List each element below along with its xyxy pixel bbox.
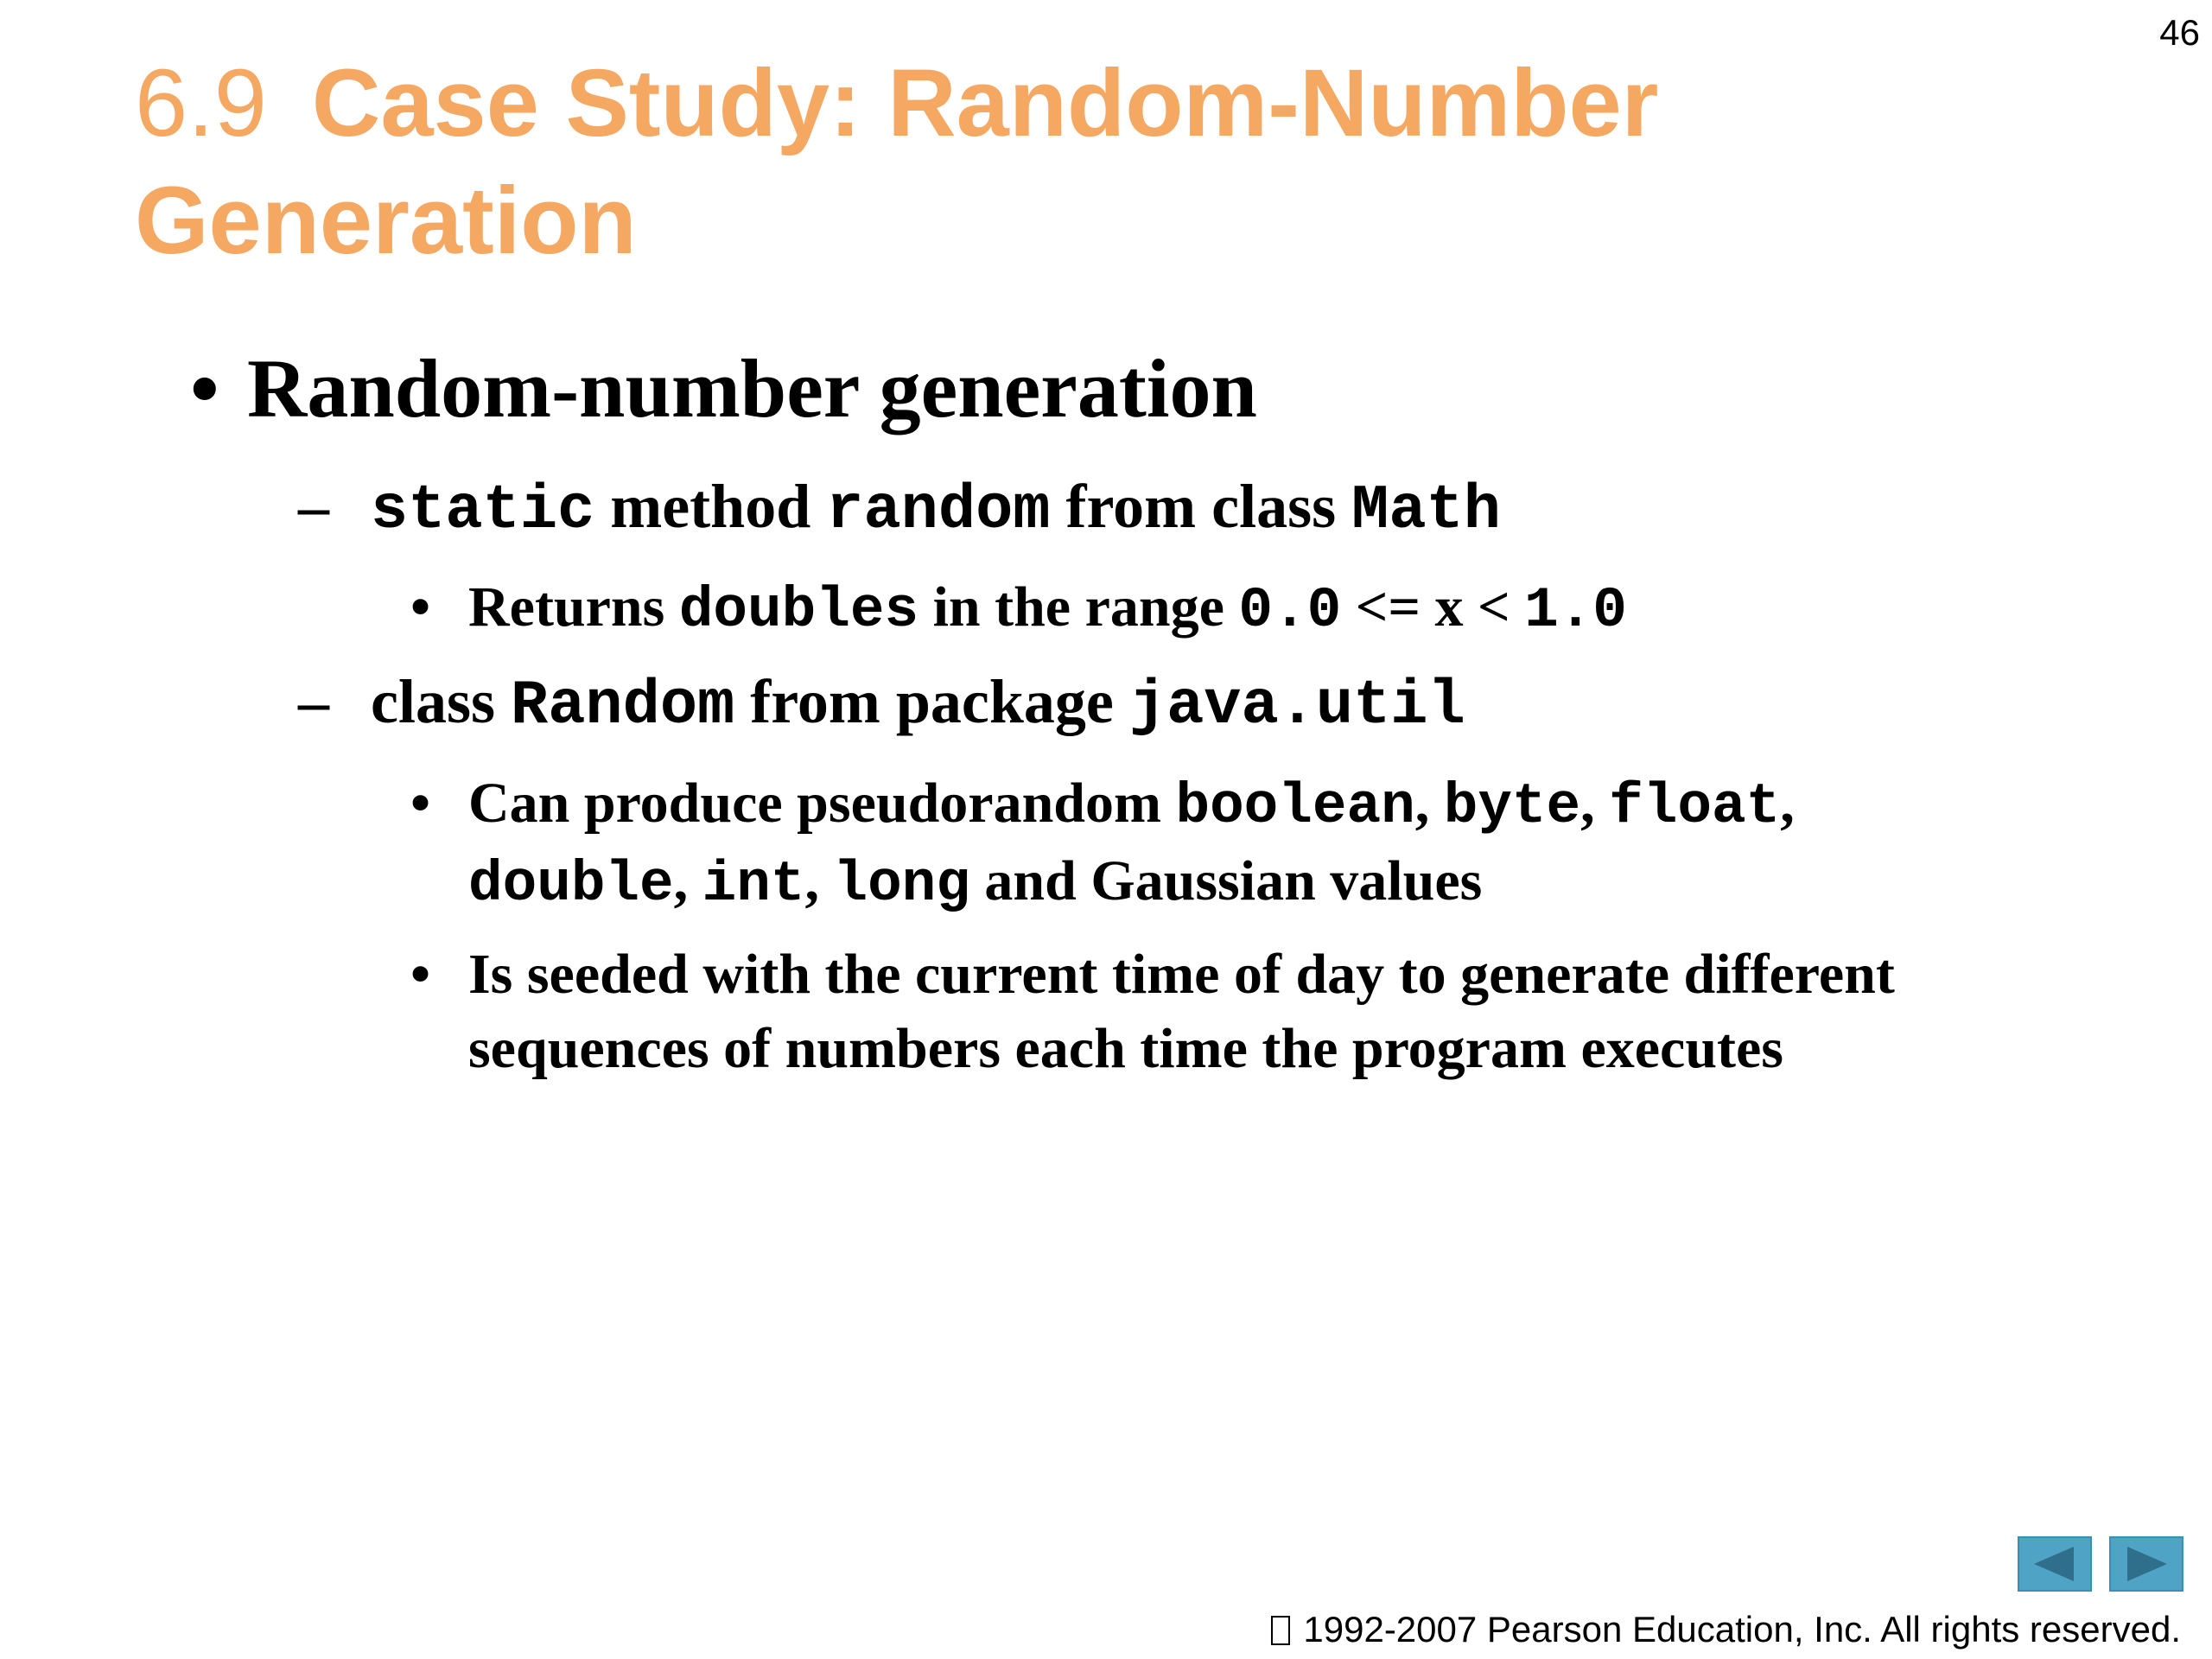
dash-marker: – xyxy=(298,472,329,541)
subbullet-class-random xyxy=(298,660,1465,747)
subsubbullet-seeded xyxy=(410,938,2067,1086)
code-math: Math xyxy=(1351,475,1501,546)
next-arrow-icon xyxy=(2120,1545,2172,1583)
code-java-util: java.util xyxy=(1128,671,1465,741)
code-double: double xyxy=(468,852,674,917)
slide-title xyxy=(135,45,2122,280)
text-fragment: from class xyxy=(1050,472,1352,541)
bullet-body xyxy=(468,570,2110,648)
text-fragment: , xyxy=(1780,772,1795,835)
previous-slide-button[interactable] xyxy=(2018,1536,2092,1592)
text-fragment: Returns xyxy=(468,575,679,639)
text-fragment: Can produce pseudorandom xyxy=(468,772,1176,835)
code-random-class: Random xyxy=(511,671,735,741)
bullet-marker: • xyxy=(410,772,431,835)
code-int: int xyxy=(702,852,805,917)
code-random: random xyxy=(826,475,1051,546)
title-text: Case Study: Random-Number Generation xyxy=(135,50,1659,274)
code-float: float xyxy=(1609,774,1781,839)
bullet-body: Is seeded with the current time of day to generate different sequences of numbers each time the program executes xyxy=(468,943,1895,1080)
subbullet-math-random xyxy=(298,465,1501,552)
slide-number: 46 xyxy=(2159,12,2200,53)
code-doubles: doubles xyxy=(678,578,919,643)
code-long: long xyxy=(833,852,970,917)
bullet-marker: • xyxy=(410,575,431,639)
code-one: 1.0 xyxy=(1524,578,1627,643)
code-boolean: boolean xyxy=(1175,774,1415,839)
text-fragment: , xyxy=(1414,772,1444,835)
subsubbullet-returns-doubles xyxy=(410,570,2110,648)
code-byte: byte xyxy=(1443,774,1581,839)
text-fragment: from package xyxy=(734,667,1129,736)
code-static: static xyxy=(371,475,595,546)
copyright-symbol-icon xyxy=(1271,1616,1290,1645)
bullet-marker: • xyxy=(190,342,219,435)
previous-arrow-icon xyxy=(2029,1545,2081,1583)
bullet-body xyxy=(468,766,2110,922)
text-fragment: in the range xyxy=(918,575,1239,639)
text-fragment: , xyxy=(673,849,702,912)
bullet-text: Random-number generation xyxy=(247,342,1257,435)
text-fragment: , xyxy=(1580,772,1610,835)
title-section-number: 6.9 xyxy=(135,50,267,156)
subsubbullet-pseudorandom-types xyxy=(410,766,2110,922)
code-zero: 0.0 xyxy=(1238,578,1342,643)
bullet-random-number-generation xyxy=(190,337,1257,441)
copyright-text: 1992-2007 Pearson Education, Inc. All rights reserved. xyxy=(1293,1609,2181,1649)
text-fragment: class xyxy=(371,667,511,736)
bullet-marker: • xyxy=(410,943,431,1006)
next-slide-button[interactable] xyxy=(2109,1536,2183,1592)
dash-marker: – xyxy=(298,667,329,736)
text-fragment: , xyxy=(804,849,834,912)
text-fragment: and Gaussian values xyxy=(969,849,1483,912)
text-fragment: method xyxy=(594,472,827,541)
copyright-footer xyxy=(1271,1609,2181,1650)
text-fragment: <= x < xyxy=(1341,575,1525,639)
